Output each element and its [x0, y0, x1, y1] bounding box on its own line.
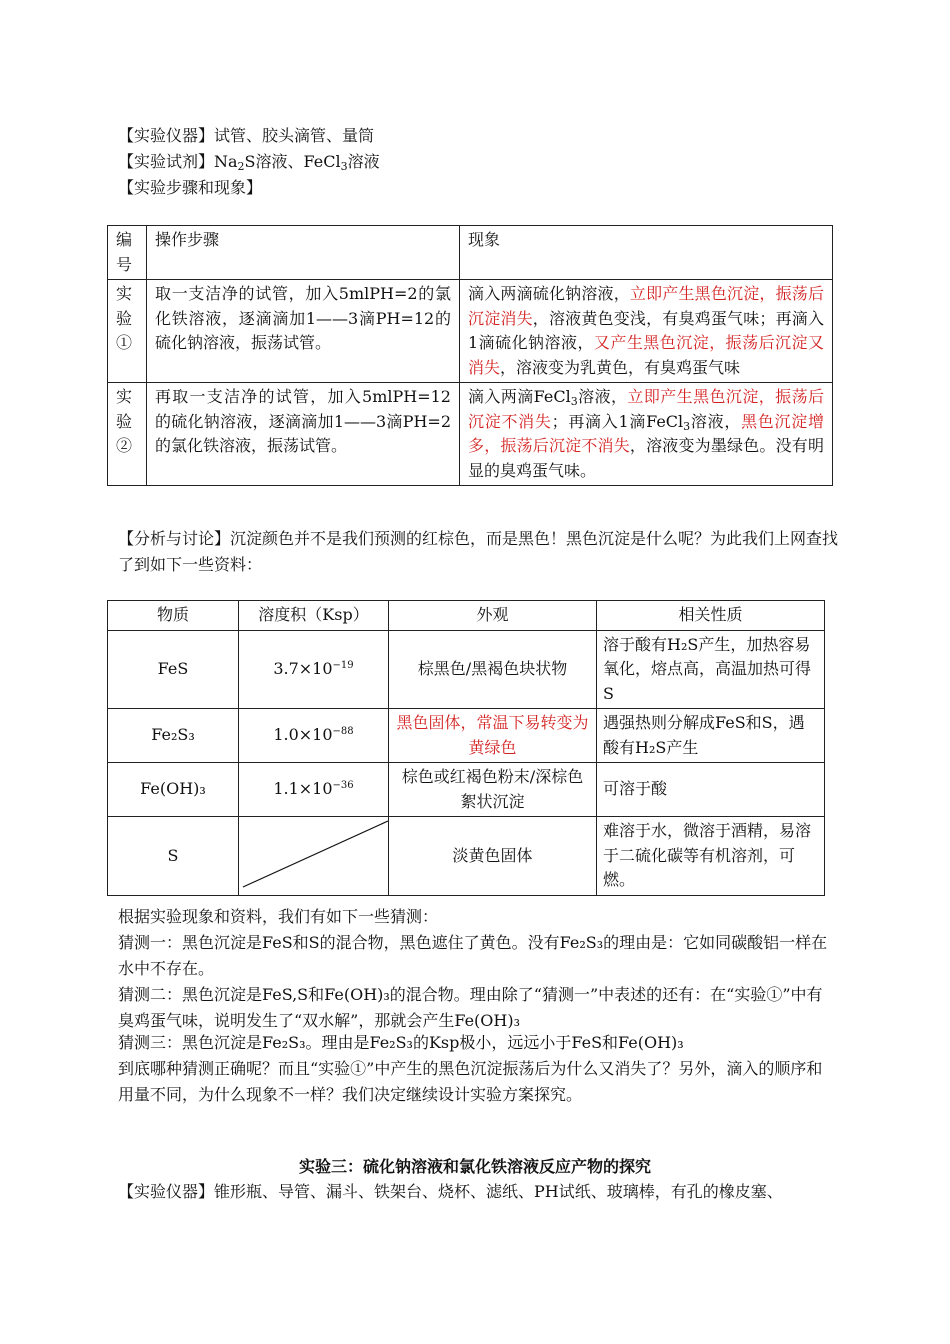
- feoh3-appearance: 棕色或红褐色粉末/深棕色絮状沉淀: [389, 763, 597, 817]
- feoh3-substance: Fe(OH)₃: [108, 763, 239, 817]
- fes-ksp: $3.7\times 10^{-19}$: [239, 630, 389, 709]
- fes-substance: FeS: [108, 630, 239, 709]
- table-header-row: [108, 226, 833, 280]
- guess-intro: 根据实验现象和资料，我们有如下一些猜测：: [118, 907, 439, 926]
- apparatus-line: 【实验仪器】试管、胶头滴管、量筒: [118, 126, 375, 145]
- question-paragraph: 到底哪种猜测正确呢？而且“实验①”中产生的黑色沉淀振荡后为什么又消失了？另外，滴入的顺序和用量不同，为什么现象不一样？我们决定继续设计实验方案探究。: [118, 1059, 823, 1104]
- fe2s3-ksp: $1.0\times 10^{-88}$: [239, 709, 389, 763]
- fes-appearance: 棕黑色/黑褐色块状物: [389, 630, 597, 709]
- guess-three: 猜测三：黑色沉淀是Fe₂S₃。理由是Fe₂S₃的Ksp极小，远远小于FeS和Fe(OH)₃: [118, 1033, 684, 1052]
- s-substance: S: [108, 817, 239, 896]
- exp3-apparatus: 【实验仪器】锥形瓶、导管、漏斗、铁架台、烧杯、滤纸、PH试纸、玻璃棒，有孔的橡皮塞、: [118, 1182, 783, 1201]
- analysis-paragraph: 【分析与讨论】沉淀颜色并不是我们预测的红棕色，而是黑色！黑色沉淀是什么呢？为此我们上网查找了到如下一些资料：: [118, 529, 839, 574]
- row2-phenomenon: 滴入两滴FeCl$_3$溶液，立即产生黑色沉淀，振荡后沉淀不消失；再滴入1滴FeCl$_3$溶液，黑色沉淀增多，振荡后沉淀不消失，溶液变为墨绿色。没有明显的臭鸡蛋气味。: [460, 383, 833, 486]
- fe2s3-properties: 遇强热则分解成FeS和S，遇酸有H₂S产生: [597, 709, 825, 763]
- fe2s3-substance: Fe₂S₃: [108, 709, 239, 763]
- row2-id: 实验②: [108, 383, 147, 486]
- header-properties: 相关性质: [597, 601, 825, 631]
- header-appearance: 外观: [389, 601, 597, 631]
- header-ksp: 溶度积（Ksp）: [239, 601, 389, 631]
- reagents-line: 【实验试剂】$Na_2S$溶液、FeCl$_3$溶液: [118, 152, 380, 173]
- header-id: 编号: [108, 226, 147, 280]
- row1-id: 实验①: [108, 280, 147, 383]
- header-step: 操作步骤: [147, 226, 460, 280]
- table-header-row: [108, 601, 825, 631]
- guess-two: 猜测二：黑色沉淀是FeS,S和Fe(OH)₃的混合物。理由除了“猜测一”中表述的还有：在“实验①”中有臭鸡蛋气味，说明发生了“双水解”，那就会产生Fe(OH)₃: [118, 985, 823, 1030]
- table-row: [108, 280, 833, 383]
- fe2s3-appearance: 黑色固体，常温下易转变为黄绿色: [389, 709, 597, 763]
- table-row: [108, 383, 833, 486]
- table-row: [108, 709, 825, 763]
- experiment-table: [107, 225, 833, 486]
- row1-phenomenon: 滴入两滴硫化钠溶液，立即产生黑色沉淀，振荡后沉淀消失，溶液黄色变浅，有臭鸡蛋气味；再滴入1滴硫化钠溶液，又产生黑色沉淀，振荡后沉淀又消失，溶液变为乳黄色，有臭鸡蛋气味: [460, 280, 833, 383]
- substance-table: [107, 600, 825, 896]
- header-substance: 物质: [108, 601, 239, 631]
- header-phenomenon: 现象: [460, 226, 833, 280]
- diagonal-slash: [239, 819, 388, 893]
- table-row: [108, 763, 825, 817]
- s-appearance: 淡黄色固体: [389, 817, 597, 896]
- guess-one: 猜测一：黑色沉淀是FeS和S的混合物，黑色遮住了黄色。没有Fe₂S₃的理由是：它如同碳酸铝一样在水中不存在。: [118, 933, 828, 978]
- feoh3-properties: 可溶于酸: [597, 763, 825, 817]
- s-properties: 难溶于水，微溶于酒精，易溶于二硫化碳等有机溶剂，可燃。: [597, 817, 825, 896]
- table-row: [108, 630, 825, 709]
- table-row: [108, 817, 825, 896]
- s-ksp-empty: [239, 817, 389, 896]
- section-title: 实验三：硫化钠溶液和氯化铁溶液反应产物的探究: [298, 1157, 651, 1176]
- steps-heading: 【实验步骤和现象】: [118, 178, 263, 197]
- fes-properties: 溶于酸有H₂S产生，加热容易氧化，熔点高，高温加热可得S: [597, 630, 825, 709]
- row2-step: 再取一支洁净的试管，加入5mlPH=12的硫化钠溶液，逐滴滴加1——3滴PH=2的氯化铁溶液，振荡试管。: [147, 383, 460, 486]
- feoh3-ksp: $1.1\times 10^{-36}$: [239, 763, 389, 817]
- row1-step: 取一支洁净的试管，加入5mlPH=2的氯化铁溶液，逐滴滴加1——3滴PH=12的硫化钠溶液，振荡试管。: [147, 280, 460, 383]
